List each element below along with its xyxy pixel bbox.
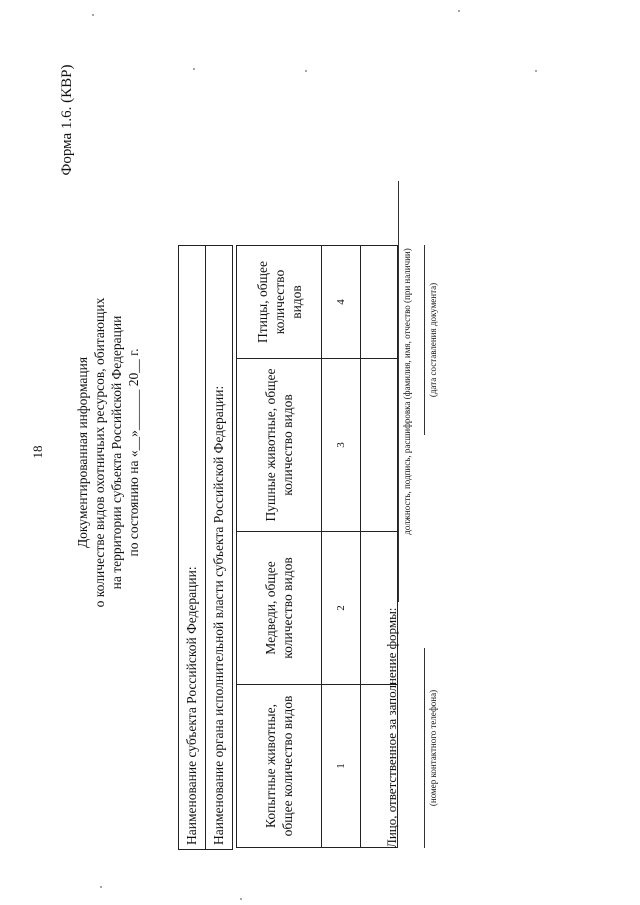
scan-speck xyxy=(458,10,460,12)
column-number-row xyxy=(322,246,361,848)
title-line-1: Документированная информация xyxy=(75,356,90,549)
info-table xyxy=(178,245,233,850)
responsible-person-label: Лицо, ответственное за заполнение формы: xyxy=(384,607,399,848)
scan-speck xyxy=(193,68,195,70)
form-code: Форма 1.6. (КВР) xyxy=(59,64,75,176)
header-fur-animals: Пушные животные, общее количество видов xyxy=(237,359,322,532)
scan-speck xyxy=(535,70,537,72)
phone-caption: (номер контактного телефона) xyxy=(428,689,438,807)
date-caption: (дата составления документа) xyxy=(428,282,438,398)
value-cell-fur-animals[interactable] xyxy=(361,359,398,532)
signature-line[interactable] xyxy=(398,181,399,602)
scan-speck xyxy=(100,886,102,888)
subject-name-field[interactable]: Наименование субъекта Российской Федерации: xyxy=(179,246,206,850)
document-title xyxy=(74,0,142,905)
info-row-subject xyxy=(179,246,206,850)
column-number: 2 xyxy=(322,532,361,685)
executive-body-field[interactable]: Наименование органа исполнительной власти субъекта Российской Федерации: xyxy=(206,246,233,850)
scan-speck xyxy=(240,898,242,900)
header-bears: Медведи, общее количество видов xyxy=(237,532,322,685)
date-line[interactable] xyxy=(424,245,425,435)
value-cell-birds[interactable] xyxy=(361,246,398,359)
title-line-2: о количестве видов охотничьих ресурсов, обитающих xyxy=(92,297,107,608)
scan-speck xyxy=(92,14,94,16)
header-row xyxy=(237,246,322,848)
scan-speck xyxy=(305,70,307,72)
species-count-table xyxy=(236,245,398,848)
header-birds: Птицы, общее количество видов xyxy=(237,246,322,359)
info-row-executive xyxy=(206,246,233,850)
title-line-3: на территории субъекта Российской Федерации xyxy=(109,315,124,590)
column-number: 3 xyxy=(322,359,361,532)
phone-line[interactable] xyxy=(424,648,425,848)
column-number: 4 xyxy=(322,246,361,359)
header-ungulates: Копытные животные, общее количество видов xyxy=(237,685,322,848)
column-number: 1 xyxy=(322,685,361,848)
signature-caption: должность, подпись, расшифровка (фамилия, имя, отчество (при наличии) xyxy=(402,248,412,535)
title-line-4: по состоянию на «__»______ 20__ г. xyxy=(126,348,141,557)
page-number: 18 xyxy=(30,445,45,459)
